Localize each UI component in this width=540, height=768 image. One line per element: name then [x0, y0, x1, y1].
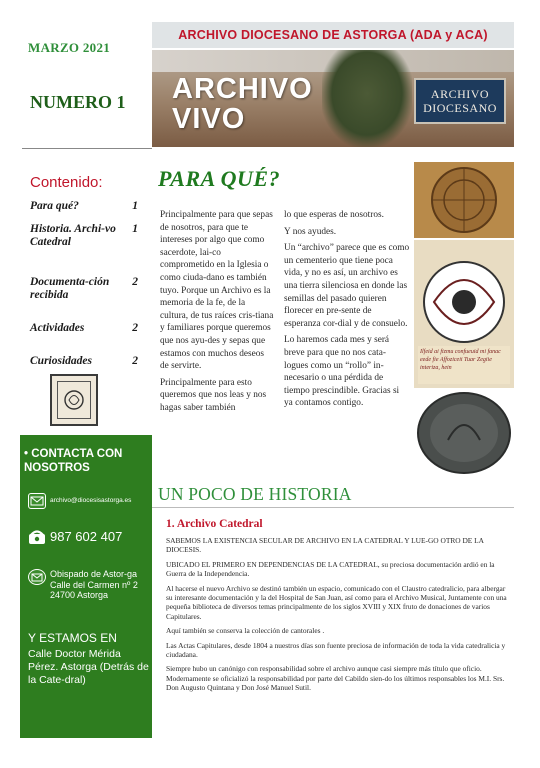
para-que-paragraph: Un “archivo” parece que es como un cementerio que tiene poca vida, y no es así, un archivo es una tierra silenciosa en donde las semillas del pasado quieren florecer en pre-sente de esperanza cor-dial y de consuelo.	[284, 243, 410, 329]
toc-item-label: Para qué?	[30, 200, 79, 212]
archive-sign	[414, 78, 506, 124]
para-que-column-2	[284, 209, 410, 414]
mail-envelope-icon	[28, 569, 46, 585]
historia-heading: UN POCO DE HISTORIA	[158, 484, 352, 504]
toc-item[interactable]	[30, 276, 138, 302]
contact-phone-row[interactable]	[28, 529, 122, 545]
banner-title-line1: ARCHIVO	[172, 73, 313, 105]
contents-title: Contenido:	[30, 174, 103, 191]
para-que-paragraph: lo que esperas de nosotros.	[284, 210, 384, 220]
archivo-catedral-subheading: 1. Archivo Catedral	[166, 518, 263, 530]
contact-email[interactable]: archivo@diocesisastorga.es	[50, 497, 132, 504]
toc-item[interactable]	[30, 200, 138, 213]
historia-body	[166, 536, 510, 698]
historia-caps-lead: UBICADO EL PRIMERO EN DEPENDENCIAS DE LA CATEDRAL,	[166, 559, 380, 569]
seal-emblem-icon	[63, 387, 85, 413]
para-que-paragraph: Principalmente para que sepas de nosotros, para que te intereses por algo que como sacerdote, lai-co comprometido en la Iglesia o como ciuda-dano es también tuyo. Porque un Archivo es la memoria de la fe, de la cultura, de tus raíces cris-tiana y familiares porque queremos que nos ayu-des y sepas que estamos con muchos deseos de servirte.	[160, 210, 274, 372]
seal-image	[50, 374, 98, 426]
contact-email-row[interactable]	[28, 493, 131, 509]
banner-title	[172, 74, 313, 134]
seal-inner-frame	[57, 381, 91, 419]
banner-tree	[322, 50, 412, 147]
historia-paragraph: Al hacerse el nuevo Archivo se destinó también un espacio, comunicado con el Claustro catedralicio, para albergar su interesante documentación y la del Hospital de San Juan, así como para el Archivo Musical, Juntamente con una pequeña biblioteca de diversos temas principalmente de los siglos XVIII y XIX fruto de donaciones de varios Capitulares.	[166, 583, 507, 621]
toc-item-page: 2	[132, 276, 138, 288]
masthead-title: ARCHIVO DIOCESANO DE ASTORGA (ADA y ACA)	[178, 28, 488, 42]
historia-paragraph: Las Actas Capitulares, desde 1804 a nuestros días son fuente preciosa de información de toda la vida catedralicia y ciudadana.	[166, 640, 506, 660]
location-heading: Y ESTAMOS EN	[28, 631, 117, 645]
para-que-paragraph: Principalmente para esto queremos que nos leas y nos hagas saber también	[160, 377, 267, 413]
para-que-heading: PARA QUÉ?	[158, 166, 281, 191]
historia-paragraph: SABEMOS LA EXISTENCIA SECULAR DE ARCHIVO EN LA CATEDRAL Y LUE-GO OTRO DE LA DIOCESIS.	[166, 536, 484, 555]
contact-address-row	[28, 569, 150, 601]
toc-item-label: Actividades	[30, 322, 85, 334]
toc-item[interactable]	[30, 223, 138, 249]
toc-item-label: Curiosidades	[30, 355, 92, 367]
para-que-column-1	[160, 209, 274, 419]
banner-title-line2: VIVO	[172, 103, 246, 135]
toc-item-page: 2	[132, 355, 138, 367]
masthead	[152, 22, 514, 48]
issue-number: NUMERO 1	[30, 92, 126, 112]
location-address: Calle Doctor Mérida Pérez. Astorga (Detrás de la Cate-dral)	[28, 648, 149, 686]
contact-heading: • CONTACTA CON NOSOTROS	[24, 448, 123, 474]
historia-paragraph: Aquí también se conserva la colección de cantorales .	[166, 626, 325, 636]
historia-divider	[152, 507, 514, 508]
para-que-paragraph: Lo haremos cada mes y será breve para que no nos cata-logues como un “rollo” in-necesario o una pérdida de tiempo prescindible. Gracias si ya contamos contigo.	[284, 335, 400, 409]
contact-phone[interactable]: 987 602 407	[50, 529, 123, 544]
toc-item[interactable]	[30, 322, 138, 335]
banner-photo	[152, 50, 514, 147]
manuscript-caption: Ilfeid ai fizmu confueuid mi fanac eede fie Affoziceii Tuar Zegiie interiza, hein	[420, 349, 501, 371]
toc-item-page: 2	[132, 322, 138, 334]
phone-icon	[28, 529, 46, 545]
coin-image	[414, 390, 514, 476]
issue-date: MARZO 2021	[28, 40, 111, 55]
para-que-paragraph: Y nos ayudes.	[284, 226, 337, 237]
contact-address: Obispado de Astor-ga Calle del Carmen nº 2 24700 Astorga	[50, 569, 138, 600]
archive-sign-line1: ARCHIVO	[430, 87, 490, 101]
toc-item[interactable]	[30, 355, 138, 368]
toc-item-label: Documenta-ción recibida	[30, 276, 110, 301]
toc-item-label: Historia. Archi-vo Catedral	[30, 223, 116, 248]
toc-item-page: 1	[132, 200, 138, 212]
historia-paragraph: Siempre hubo un canónigo con responsabilidad sobre el archivo aunque casi siempre más título que oficio. Modernamente se oficializó la responsabilidad por parte del Cabildo sien-do los últimos responsables los M.I. Srs. Don Augusto Quintana y Don José Manuel Sutil.	[166, 664, 505, 693]
toc-item-page: 1	[132, 223, 138, 235]
contact-box	[20, 435, 152, 738]
historia-text: su preciosa documentación ardió en la Guerra de la Independencia.	[166, 559, 495, 579]
email-icon	[28, 493, 46, 509]
historia-paragraph	[166, 560, 510, 579]
sidebar-divider	[22, 148, 152, 149]
astrolabe-image	[414, 162, 514, 238]
archive-sign-line2: DIOCESANO	[423, 101, 497, 115]
